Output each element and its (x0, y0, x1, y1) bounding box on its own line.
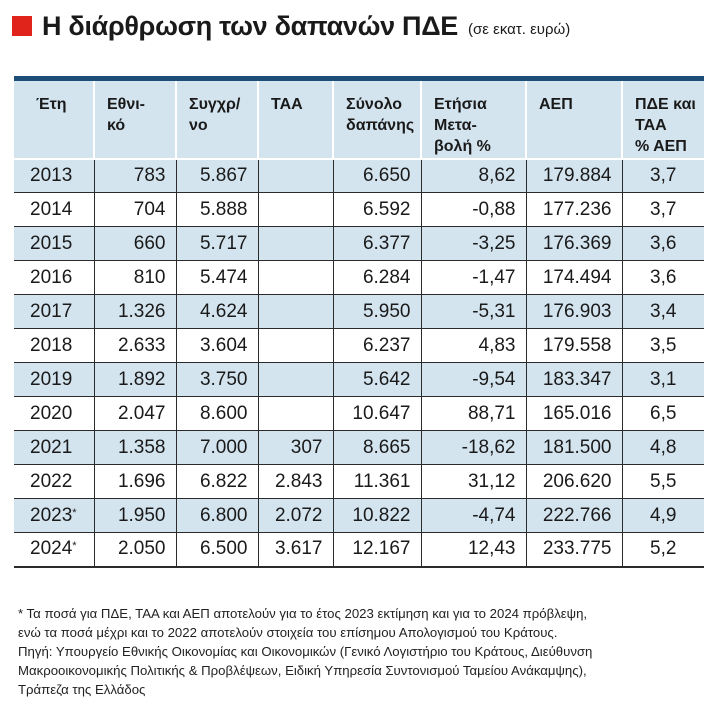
table-row (14, 533, 704, 567)
table-row (14, 499, 704, 533)
year-label: 2015 (30, 232, 73, 254)
value-cell: 2.072 (258, 499, 333, 533)
year-cell (14, 533, 94, 567)
value-cell: 5.888 (176, 193, 258, 227)
value-cell (258, 397, 333, 431)
year-label: 2019 (30, 368, 73, 390)
column-header-line: Μετα- (434, 117, 477, 134)
value-cell: 5,2 (622, 533, 704, 567)
value-cell: 233.775 (526, 533, 622, 567)
value-cell: 165.016 (526, 397, 622, 431)
chart-title: Η διάρθρωση των δαπανών ΠΔΕ (42, 10, 459, 41)
value-cell: 5.867 (176, 159, 258, 193)
value-cell: 10.647 (333, 397, 421, 431)
value-cell: 6.650 (333, 159, 421, 193)
year-cell (14, 363, 94, 397)
value-cell: 8.600 (176, 397, 258, 431)
value-cell: 177.236 (526, 193, 622, 227)
value-cell: 6.284 (333, 261, 421, 295)
column-header-line: ΠΔΕ και (635, 96, 696, 113)
value-cell: 222.766 (526, 499, 622, 533)
year-label: 2014 (30, 198, 73, 220)
value-cell: 5.474 (176, 261, 258, 295)
value-cell: 176.369 (526, 227, 622, 261)
value-cell: 10.822 (333, 499, 421, 533)
value-cell: 6.500 (176, 533, 258, 567)
value-cell: 5,5 (622, 465, 704, 499)
table-row (14, 159, 704, 193)
chart-subtitle: (σε εκατ. ευρώ) (468, 20, 571, 38)
value-cell: 7.000 (176, 431, 258, 465)
value-cell: 1.950 (94, 499, 176, 533)
value-cell (258, 295, 333, 329)
title-marker-icon (12, 16, 32, 36)
year-cell (14, 329, 94, 363)
table-row (14, 261, 704, 295)
year-cell (14, 465, 94, 499)
value-cell: 31,12 (421, 465, 526, 499)
value-cell: 3,7 (622, 193, 704, 227)
footnote-marker: * (72, 506, 77, 519)
value-cell: 810 (94, 261, 176, 295)
column-header-line: Σύνολο (346, 96, 403, 113)
column-header-line: Έτη (36, 96, 67, 113)
year-label: 2018 (30, 334, 73, 356)
year-cell (14, 159, 94, 193)
value-cell: -0,88 (421, 193, 526, 227)
column-header-line: κό (107, 117, 126, 134)
value-cell: 3.604 (176, 329, 258, 363)
value-cell (258, 261, 333, 295)
value-cell: 2.050 (94, 533, 176, 567)
column-header-line: Ετήσια (434, 96, 487, 113)
value-cell: 3,6 (622, 227, 704, 261)
column-header-7 (622, 79, 704, 159)
table-row (14, 295, 704, 329)
footnote-line: Τράπεζα της Ελλάδος (18, 682, 146, 697)
value-cell: 2.843 (258, 465, 333, 499)
value-cell: 12,43 (421, 533, 526, 567)
data-table-container (14, 76, 704, 568)
value-cell: 8.665 (333, 431, 421, 465)
year-cell (14, 261, 94, 295)
year-label: 2016 (30, 266, 73, 288)
value-cell: 6.377 (333, 227, 421, 261)
column-header-line: ΤΑΑ (271, 96, 303, 113)
column-header-line: δαπάνης (346, 117, 415, 134)
column-header-line: ΤΑΑ (635, 117, 667, 134)
value-cell: -4,74 (421, 499, 526, 533)
year-label: 2024 (30, 538, 73, 560)
column-header-line: % ΑΕΠ (635, 138, 687, 155)
year-cell (14, 193, 94, 227)
value-cell: 179.558 (526, 329, 622, 363)
value-cell: 2.047 (94, 397, 176, 431)
value-cell: 6.822 (176, 465, 258, 499)
value-cell: 174.494 (526, 261, 622, 295)
value-cell (258, 193, 333, 227)
value-cell: 8,62 (421, 159, 526, 193)
value-cell (258, 363, 333, 397)
value-cell: 5.950 (333, 295, 421, 329)
table-row (14, 363, 704, 397)
table-row (14, 329, 704, 363)
footnote-line: ενώ τα ποσά μέχρι και το 2022 αποτελούν στοιχεία του επίσημου Απολογισμού του Κράτους. (18, 625, 558, 640)
value-cell: 1.326 (94, 295, 176, 329)
value-cell: 6,5 (622, 397, 704, 431)
value-cell: 6.800 (176, 499, 258, 533)
table-row (14, 431, 704, 465)
value-cell (258, 329, 333, 363)
column-header-0 (14, 79, 94, 159)
footnote-marker: * (72, 540, 77, 553)
value-cell: -1,47 (421, 261, 526, 295)
column-header-line: Συγχρ/ (189, 96, 241, 113)
value-cell: 11.361 (333, 465, 421, 499)
footnote-line: Πηγή: Υπουργείο Εθνικής Οικονομίας και Οικονομικών (Γενικό Λογιστήριο του Κράτους, Διεύθυνση (18, 644, 593, 659)
value-cell: 179.884 (526, 159, 622, 193)
table-row (14, 465, 704, 499)
value-cell: 307 (258, 431, 333, 465)
year-cell (14, 227, 94, 261)
value-cell: 3.617 (258, 533, 333, 567)
value-cell: 2.633 (94, 329, 176, 363)
table-header (14, 79, 704, 159)
year-cell (14, 295, 94, 329)
value-cell: -9,54 (421, 363, 526, 397)
value-cell: 6.592 (333, 193, 421, 227)
value-cell: 1.358 (94, 431, 176, 465)
value-cell: 4.624 (176, 295, 258, 329)
year-label: 2013 (30, 164, 73, 186)
value-cell: 6.237 (333, 329, 421, 363)
year-label: 2017 (30, 300, 73, 322)
value-cell: 783 (94, 159, 176, 193)
column-header-3 (258, 79, 333, 159)
value-cell: 704 (94, 193, 176, 227)
column-header-1 (94, 79, 176, 159)
value-cell: -18,62 (421, 431, 526, 465)
value-cell: 660 (94, 227, 176, 261)
value-cell: 3,5 (622, 329, 704, 363)
footnote-line: Μακροοικονομικής Πολιτικής & Προβλέψεων, Ειδική Υπηρεσία Συντονισμού Ταμείου Ανάκαμψης), (18, 663, 587, 678)
column-header-5 (421, 79, 526, 159)
data-table (14, 76, 704, 568)
year-label: 2020 (30, 402, 73, 424)
value-cell: 1.892 (94, 363, 176, 397)
value-cell (258, 227, 333, 261)
title-bar (12, 8, 570, 44)
header-row (14, 79, 704, 159)
column-header-line: νο (189, 117, 208, 134)
column-header-line: ΑΕΠ (539, 96, 573, 113)
value-cell: 5.642 (333, 363, 421, 397)
year-cell (14, 397, 94, 431)
value-cell: -3,25 (421, 227, 526, 261)
year-label: 2022 (30, 470, 73, 492)
footnotes (18, 604, 708, 699)
value-cell: 88,71 (421, 397, 526, 431)
value-cell: -5,31 (421, 295, 526, 329)
footnote-line: * Τα ποσά για ΠΔΕ, ΤΑΑ και ΑΕΠ αποτελούν για το έτος 2023 εκτίμηση και για το 2024 πρόβλεψη, (18, 606, 588, 621)
year-label: 2023 (30, 504, 73, 526)
value-cell: 3,7 (622, 159, 704, 193)
value-cell: 3.750 (176, 363, 258, 397)
table-row (14, 193, 704, 227)
value-cell: 176.903 (526, 295, 622, 329)
table-row (14, 227, 704, 261)
value-cell: 3,1 (622, 363, 704, 397)
year-cell (14, 499, 94, 533)
table-row (14, 397, 704, 431)
value-cell: 181.500 (526, 431, 622, 465)
value-cell: 4,8 (622, 431, 704, 465)
column-header-line: βολή % (434, 138, 491, 155)
value-cell: 5.717 (176, 227, 258, 261)
value-cell (258, 159, 333, 193)
table-body (14, 159, 704, 567)
column-header-2 (176, 79, 258, 159)
value-cell: 206.620 (526, 465, 622, 499)
column-header-4 (333, 79, 421, 159)
value-cell: 4,83 (421, 329, 526, 363)
year-cell (14, 431, 94, 465)
value-cell: 183.347 (526, 363, 622, 397)
value-cell: 3,6 (622, 261, 704, 295)
value-cell: 12.167 (333, 533, 421, 567)
column-header-6 (526, 79, 622, 159)
year-label: 2021 (30, 436, 73, 458)
column-header-line: Εθνι- (107, 96, 145, 113)
value-cell: 4,9 (622, 499, 704, 533)
value-cell: 3,4 (622, 295, 704, 329)
value-cell: 1.696 (94, 465, 176, 499)
